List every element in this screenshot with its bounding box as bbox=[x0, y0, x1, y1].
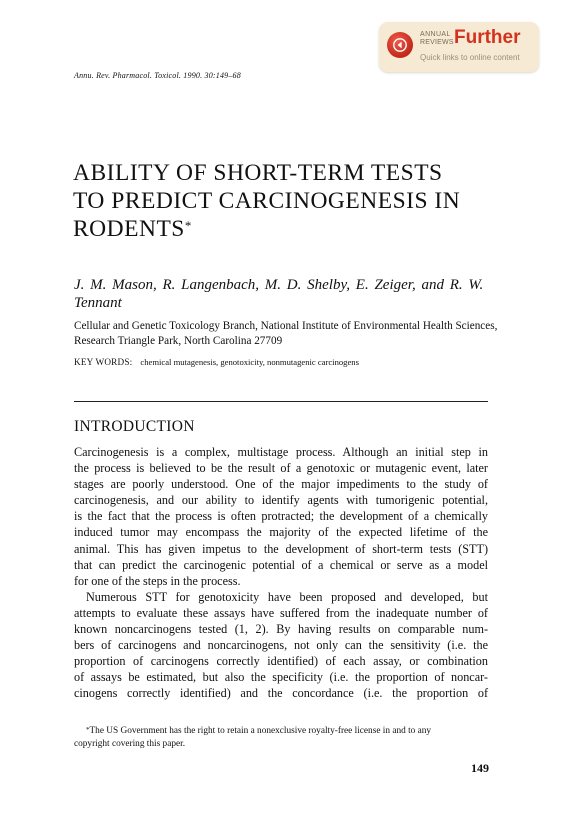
body-line: bers of carcinogens and noncarcinogens, not only can the sensitivity (i.e. the bbox=[74, 638, 488, 653]
keywords bbox=[74, 356, 359, 368]
annual-reviews-further-badge[interactable] bbox=[379, 22, 539, 72]
body-line: carcinogenesis, and our ability to identify agents with tumorigenic potential, bbox=[74, 493, 488, 508]
body-line: is the fact that the process is often protracted; the development of a chemically bbox=[74, 509, 488, 524]
body-line: that can predict the carcinogenic potential of a chemical or serve as a model bbox=[74, 557, 488, 572]
keywords-label: KEY WORDS: bbox=[74, 357, 133, 367]
title-line-text: RODENTS bbox=[73, 216, 185, 242]
title-line bbox=[73, 215, 513, 243]
introduction-heading: INTRODUCTION bbox=[74, 418, 195, 435]
footnote-text: The US Government has the right to retain a nonexclusive royalty-free license in and to any bbox=[89, 726, 432, 736]
badge-subtitle: Quick links to online content bbox=[420, 53, 520, 62]
body-line: cinogens correctly identified) and the concordance (i.e. the proportion of bbox=[74, 686, 488, 701]
section-divider bbox=[74, 401, 488, 402]
body-line: Carcinogenesis is a complex, multistage process. Although an initial step in bbox=[74, 445, 488, 459]
title-footnote-mark: * bbox=[184, 218, 192, 233]
body-line: the process is believed to be the result of a genotoxic or mutagenic event, later bbox=[74, 461, 488, 476]
body-line: known noncarcinogens tested (1, 2). By having results on comparable num- bbox=[74, 622, 488, 637]
body-line: Numerous STT for genotoxicity have been proposed and developed, but bbox=[86, 589, 488, 604]
badge-annual-label: ANNUAL bbox=[420, 31, 451, 38]
body-line: for one of the steps in the process. bbox=[74, 573, 241, 588]
title-line: ABILITY OF SHORT-TERM TESTS bbox=[73, 160, 443, 186]
body-line: stages are poorly understood. One of the major impediments to the study of bbox=[74, 477, 488, 492]
page-number: 149 bbox=[471, 761, 489, 775]
footnote-mark: * bbox=[86, 726, 90, 734]
author-affiliation: Cellular and Genetic Toxicology Branch, National Institute of Environmental Health Sciences, Research Triangle Park, North Carolina 27709 bbox=[74, 320, 498, 347]
further-arrow-icon[interactable] bbox=[387, 32, 413, 58]
badge-reviews-label: REVIEWS bbox=[420, 39, 454, 46]
article-title bbox=[73, 159, 513, 243]
title-line: TO PREDICT CARCINOGENESIS IN bbox=[73, 188, 461, 214]
journal-citation: Annu. Rev. Pharmacol. Toxicol. 1990. 30:149–68 bbox=[74, 71, 241, 80]
introduction-body bbox=[74, 444, 488, 702]
body-line: of assays be estimated, but also the specificity (i.e. the proportion of noncar- bbox=[74, 670, 488, 685]
body-line: proportion of carcinogens correctly identified) of each assay, or combination bbox=[74, 654, 488, 669]
body-line: induced tumor may encompass the majority of the expected lifetime of the bbox=[74, 525, 488, 540]
footnote-line bbox=[74, 725, 494, 738]
footnote-line: copyright covering this paper. bbox=[74, 739, 186, 749]
body-line: attempts to evaluate these assays have suffered from the inadequate number of bbox=[74, 605, 488, 620]
badge-further-label[interactable]: Further bbox=[454, 27, 521, 48]
author-list: J. M. Mason, R. Langenbach, M. D. Shelby, E. Zeiger, and R. W. Tennant bbox=[74, 277, 484, 311]
keywords-values: chemical mutagenesis, genotoxicity, nonmutagenic carcinogens bbox=[140, 357, 359, 367]
title-footnote bbox=[74, 725, 494, 751]
body-line: animal. This has given impetus to the development of short-term tests (STT) bbox=[74, 541, 488, 556]
